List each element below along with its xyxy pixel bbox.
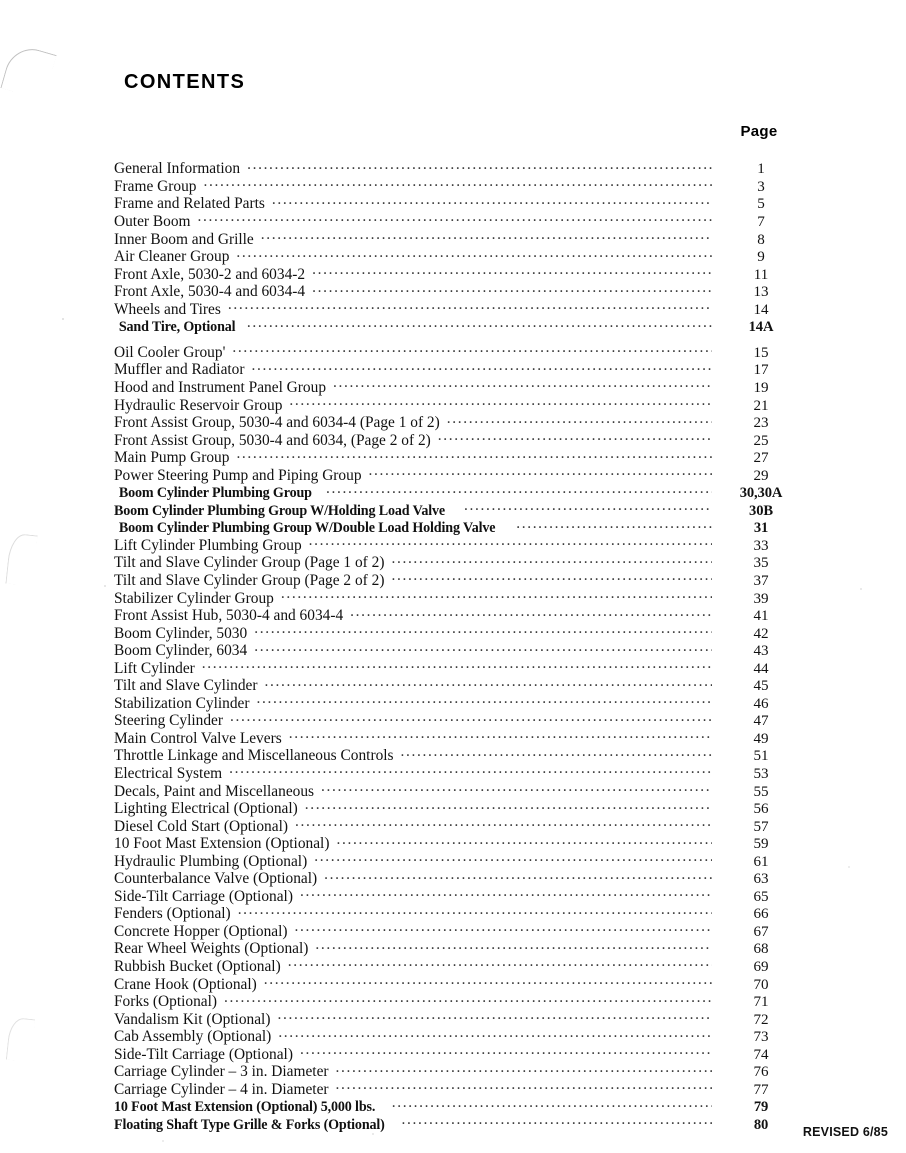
dot-leader <box>333 377 712 392</box>
toc-entry-page-number: 70 <box>753 976 769 993</box>
toc-entry-page-number: 43 <box>753 643 769 660</box>
dot-leader <box>238 903 712 918</box>
toc-entry[interactable] <box>114 798 804 816</box>
toc-entry-page-number: 14 <box>753 301 769 318</box>
toc-entry[interactable] <box>114 228 804 246</box>
dot-leader <box>324 868 712 883</box>
dot-leader <box>336 833 712 848</box>
toc-entry[interactable] <box>114 921 804 939</box>
toc-entry-label: Boom Cylinder Plumbing Group W/Double Load Holding Valve <box>118 520 496 537</box>
toc-entry-label: Rubbish Bucket (Optional) <box>114 958 281 975</box>
dot-leader <box>447 412 712 427</box>
toc-entry[interactable] <box>114 1008 804 1026</box>
toc-entry[interactable] <box>114 815 804 833</box>
dot-leader <box>289 394 712 409</box>
toc-entry-label: Decals, Paint and Miscellaneous <box>114 782 315 800</box>
dot-leader <box>198 211 712 226</box>
toc-entry[interactable] <box>114 692 804 710</box>
dot-leader <box>257 692 712 707</box>
toc-entry-label: Sand Tire, Optional <box>118 319 236 336</box>
toc-entry-label: 10 Foot Mast Extension (Optional) 5,000 lbs. <box>114 1099 376 1116</box>
dot-leader <box>350 605 712 620</box>
toc-entry-page-number: 9 <box>757 249 765 266</box>
toc-entry-page-number: 30,30A <box>739 485 783 502</box>
toc-entry[interactable] <box>114 657 804 675</box>
dot-leader <box>277 1008 712 1023</box>
toc-entry-page-number: 72 <box>753 1011 769 1028</box>
toc-entry-label: Frame and Related Parts <box>114 195 265 213</box>
toc-entry-label: Side-Tilt Carriage (Optional) <box>114 887 293 905</box>
toc-entry-page-number: 37 <box>753 572 769 589</box>
toc-entry-page-number: 29 <box>753 467 769 484</box>
toc-entry-label: Carriage Cylinder – 4 in. Diameter <box>114 1080 329 1098</box>
toc-entry-page-number: 1 <box>757 161 765 178</box>
dot-leader <box>224 991 712 1006</box>
dot-leader <box>230 710 712 725</box>
toc-entry-page-number: 73 <box>753 1029 769 1046</box>
toc-entry-label: Oil Cooler Group' <box>114 343 226 361</box>
toc-entry-label: Boom Cylinder, 5030 <box>114 624 248 642</box>
toc-entry[interactable] <box>114 552 804 570</box>
toc-entry-page-number: 56 <box>753 801 769 818</box>
dot-leader <box>252 359 713 374</box>
toc-entry-page-number: 21 <box>753 397 769 414</box>
scan-artifact-arc <box>0 43 56 101</box>
toc-entry-label: Concrete Hopper (Optional) <box>114 922 288 940</box>
toc-entry-page-number: 3 <box>757 178 765 195</box>
toc-entry-label: Muffler and Radiator <box>114 361 245 379</box>
toc-entry-page-number: 30B <box>749 502 773 519</box>
toc-entry[interactable] <box>114 246 804 264</box>
dot-leader <box>312 263 712 278</box>
toc-entry-label: Floating Shaft Type Grille & Forks (Optional) <box>114 1116 385 1133</box>
toc-entry-label: Vandalism Kit (Optional) <box>114 1010 271 1028</box>
scan-speck <box>162 1140 164 1142</box>
dot-leader <box>391 552 712 567</box>
dot-leader <box>321 780 712 795</box>
footer-revision-note: REVISED 6/85 <box>802 1125 888 1139</box>
toc-entry[interactable] <box>114 728 804 746</box>
toc-entry[interactable] <box>114 499 804 517</box>
dot-leader <box>392 1096 712 1111</box>
toc-entry-page-number: 35 <box>753 555 769 572</box>
toc-entry-label: Tilt and Slave Cylinder Group (Page 1 of 2) <box>114 554 385 572</box>
toc-entry-page-number: 65 <box>753 888 769 905</box>
dot-leader <box>516 517 712 532</box>
toc-entry[interactable] <box>114 1026 804 1044</box>
toc-entry-page-number: 13 <box>753 284 769 301</box>
toc-entry[interactable] <box>114 1061 804 1079</box>
toc-entry-label: Stabilization Cylinder <box>114 694 250 712</box>
toc-entry-page-number: 42 <box>753 625 769 642</box>
toc-entry-label: Rear Wheel Weights (Optional) <box>114 940 309 958</box>
toc-entry[interactable] <box>114 885 804 903</box>
toc-entry-label: Main Control Valve Levers <box>114 729 282 747</box>
dot-leader <box>300 1043 712 1058</box>
scan-speck <box>62 318 64 320</box>
dot-leader <box>278 1026 712 1041</box>
dot-leader <box>289 728 712 743</box>
dot-leader <box>326 482 712 497</box>
toc-entry-label: Lighting Electrical (Optional) <box>114 800 298 818</box>
toc-entry-page-number: 11 <box>753 266 769 283</box>
toc-entry-label: Tilt and Slave Cylinder Group (Page 2 of 2) <box>114 571 385 589</box>
toc-entry-label: Front Axle, 5030-4 and 6034-4 <box>114 283 306 301</box>
toc-entry-page-number: 44 <box>753 660 769 677</box>
toc-entry-page-number: 80 <box>753 1116 769 1133</box>
dot-leader <box>202 657 712 672</box>
toc-entry-label: Forks (Optional) <box>114 993 218 1011</box>
toc-entry-page-number: 55 <box>753 783 769 800</box>
toc-entry-label: General Information <box>114 160 241 178</box>
dot-leader <box>295 815 712 830</box>
dot-leader <box>438 429 712 444</box>
toc-entry-label: Boom Cylinder, 6034 <box>114 642 248 660</box>
dot-leader <box>254 640 712 655</box>
toc-entry-page-number: 79 <box>753 1099 769 1116</box>
toc-entry-label: Electrical System <box>114 764 223 782</box>
toc-entry-label: Boom Cylinder Plumbing Group W/Holding Load Valve <box>114 502 445 519</box>
toc-entry[interactable] <box>114 263 804 281</box>
toc-entry-page-number: 25 <box>753 432 769 449</box>
dot-leader <box>204 176 713 191</box>
toc-entry[interactable] <box>114 570 804 588</box>
toc-entry-page-number: 57 <box>753 818 769 835</box>
toc-entry[interactable] <box>114 763 804 781</box>
toc-entry-label: Frame Group <box>114 177 197 195</box>
scan-artifact-arc <box>5 533 37 587</box>
toc-entry[interactable] <box>114 158 804 176</box>
scan-speck <box>104 585 106 587</box>
toc-entry-page-number: 5 <box>757 196 765 213</box>
toc-entry[interactable] <box>114 833 804 851</box>
toc-entry-page-number: 51 <box>753 748 769 765</box>
toc-entry[interactable] <box>114 517 804 535</box>
toc-entry-page-number: 47 <box>753 713 769 730</box>
toc-entry-label: Counterbalance Valve (Optional) <box>114 870 318 888</box>
toc-entry-page-number: 66 <box>753 906 769 923</box>
toc-entry[interactable] <box>114 991 804 1009</box>
toc-entry-page-number: 46 <box>753 695 769 712</box>
dot-leader <box>464 499 712 514</box>
toc-entry-page-number: 69 <box>753 959 769 975</box>
toc-entry-label: Front Assist Group, 5030-4 and 6034, (Page 2 of 2) <box>114 431 431 449</box>
toc-entry-page-number: 15 <box>753 344 769 361</box>
toc-entry-label: Crane Hook (Optional) <box>114 975 257 993</box>
toc-entry[interactable] <box>114 903 804 921</box>
toc-entry[interactable] <box>114 394 804 412</box>
dot-leader <box>232 341 712 356</box>
toc-entry[interactable] <box>114 1078 804 1096</box>
table-of-contents <box>114 158 804 1131</box>
toc-entry-label: Steering Cylinder <box>114 712 223 730</box>
dot-leader <box>391 570 712 585</box>
dot-leader <box>369 464 712 479</box>
toc-entry-label: 10 Foot Mast Extension (Optional) <box>114 835 330 853</box>
toc-entry-page-number: 71 <box>753 994 769 1011</box>
dot-leader <box>247 316 712 331</box>
toc-entry-label: Cab Assembly (Optional) <box>114 1028 272 1046</box>
dot-leader <box>281 587 712 602</box>
toc-entry[interactable] <box>114 377 804 395</box>
dot-leader <box>401 745 712 760</box>
toc-entry-label: Fenders (Optional) <box>114 905 231 923</box>
toc-entry-page-number: 49 <box>753 730 769 747</box>
dot-leader <box>314 850 712 865</box>
toc-entry[interactable] <box>114 973 804 991</box>
toc-entry-label: Hydraulic Reservoir Group <box>114 396 283 414</box>
toc-entry[interactable] <box>114 745 804 763</box>
toc-entry-label: Tilt and Slave Cylinder <box>114 677 258 695</box>
toc-entry[interactable] <box>114 587 804 605</box>
dot-leader <box>288 956 712 971</box>
toc-entry[interactable] <box>114 316 804 334</box>
dot-leader <box>309 534 712 549</box>
dot-leader <box>312 281 712 296</box>
toc-entry[interactable] <box>114 605 804 623</box>
toc-entry[interactable] <box>114 176 804 194</box>
toc-entry-page-number: 63 <box>753 871 769 888</box>
toc-entry[interactable] <box>114 1114 804 1132</box>
toc-entry-page-number: 59 <box>753 836 769 853</box>
toc-entry-label: Air Cleaner Group <box>114 248 230 266</box>
toc-entry-page-number: 41 <box>753 608 769 625</box>
toc-entry[interactable] <box>114 193 804 211</box>
toc-entry-label: Power Steering Pump and Piping Group <box>114 466 362 484</box>
toc-entry-label: Boom Cylinder Plumbing Group <box>118 485 312 502</box>
toc-entry[interactable] <box>114 429 804 447</box>
toc-entry-label: Main Pump Group <box>114 449 230 467</box>
toc-entry-page-number: 74 <box>753 1046 769 1063</box>
toc-entry[interactable] <box>114 281 804 299</box>
dot-leader <box>228 298 712 313</box>
toc-entry-label: Inner Boom and Grille <box>114 230 254 248</box>
toc-entry[interactable] <box>114 359 804 377</box>
toc-entry-page-number: 45 <box>753 678 769 695</box>
toc-entry-page-number: 67 <box>753 923 769 940</box>
dot-leader <box>336 1078 712 1093</box>
dot-leader <box>247 158 712 173</box>
page-column-header: Page <box>740 123 778 140</box>
toc-entry-page-number: 8 <box>757 231 765 248</box>
dot-leader <box>264 973 712 988</box>
toc-entry-label: Front Axle, 5030-2 and 6034-2 <box>114 265 306 283</box>
toc-entry[interactable] <box>114 710 804 728</box>
toc-entry[interactable] <box>114 868 804 886</box>
scan-speck <box>848 866 850 868</box>
toc-entry[interactable] <box>114 412 804 430</box>
toc-entry-label: Lift Cylinder <box>114 659 195 677</box>
dot-leader <box>305 798 712 813</box>
toc-entry[interactable] <box>114 1043 804 1061</box>
toc-entry-label: Stabilizer Cylinder Group <box>114 589 274 607</box>
toc-entry-label: Front Assist Group, 5030-4 and 6034-4 (Page 1 of 2) <box>114 414 440 432</box>
toc-entry[interactable] <box>114 780 804 798</box>
toc-entry-page-number: 77 <box>753 1081 769 1098</box>
dot-leader <box>236 447 712 462</box>
toc-entry-page-number: 53 <box>753 765 769 782</box>
toc-entry-label: Hood and Instrument Panel Group <box>114 378 327 396</box>
toc-entry-page-number: 76 <box>753 1064 769 1081</box>
toc-entry-page-number: 19 <box>753 379 769 396</box>
toc-entry-label: Carriage Cylinder – 3 in. Diameter <box>114 1063 329 1081</box>
dot-leader <box>295 921 712 936</box>
toc-entry-page-number: 31 <box>753 520 769 537</box>
toc-entry-label: Outer Boom <box>114 213 191 231</box>
toc-entry[interactable] <box>114 850 804 868</box>
toc-entry[interactable] <box>114 482 804 500</box>
toc-entry[interactable] <box>114 447 804 465</box>
toc-entry[interactable] <box>114 211 804 229</box>
toc-entry[interactable] <box>114 675 804 693</box>
toc-entry-label: Lift Cylinder Plumbing Group <box>114 536 302 554</box>
toc-entry-page-number: 39 <box>753 590 769 607</box>
toc-entry-label: Wheels and Tires <box>114 300 221 318</box>
dot-leader <box>402 1114 712 1129</box>
toc-entry-page-number: 14A <box>748 319 774 336</box>
dot-leader <box>236 246 712 261</box>
toc-entry-page-number: 23 <box>753 415 769 432</box>
scan-speck <box>860 588 862 590</box>
toc-entry-page-number: 27 <box>753 450 769 467</box>
toc-entry-label: Throttle Linkage and Miscellaneous Controls <box>114 747 394 765</box>
toc-entry[interactable] <box>114 938 804 956</box>
toc-entry-label: Front Assist Hub, 5030-4 and 6034-4 <box>114 607 344 625</box>
dot-leader <box>272 193 712 208</box>
dot-leader <box>336 1061 712 1076</box>
toc-entry-page-number: 61 <box>753 853 769 870</box>
toc-entry[interactable] <box>114 298 804 316</box>
toc-entry-label: Diesel Cold Start (Optional) <box>114 817 288 835</box>
scan-artifact-arc <box>6 1017 35 1062</box>
toc-entry-page-number: 68 <box>753 941 769 958</box>
page-title: CONTENTS <box>124 71 246 94</box>
dot-leader <box>254 622 712 637</box>
toc-entry[interactable] <box>114 1096 804 1114</box>
toc-entry[interactable] <box>114 464 804 482</box>
toc-entry-label: Side-Tilt Carriage (Optional) <box>114 1045 293 1063</box>
toc-entry[interactable] <box>114 622 804 640</box>
dot-leader <box>265 675 712 690</box>
toc-entry[interactable] <box>114 640 804 658</box>
toc-entry-label: Hydraulic Plumbing (Optional) <box>114 852 308 870</box>
dot-leader <box>315 938 712 953</box>
dot-leader <box>261 228 712 243</box>
toc-entry[interactable] <box>114 956 804 974</box>
toc-entry-page-number: 17 <box>753 362 769 379</box>
dot-leader <box>300 885 712 900</box>
toc-entry[interactable] <box>114 341 804 359</box>
toc-entry-page-number: 7 <box>757 214 765 231</box>
dot-leader <box>229 763 712 778</box>
toc-entry-page-number: 33 <box>753 537 769 554</box>
